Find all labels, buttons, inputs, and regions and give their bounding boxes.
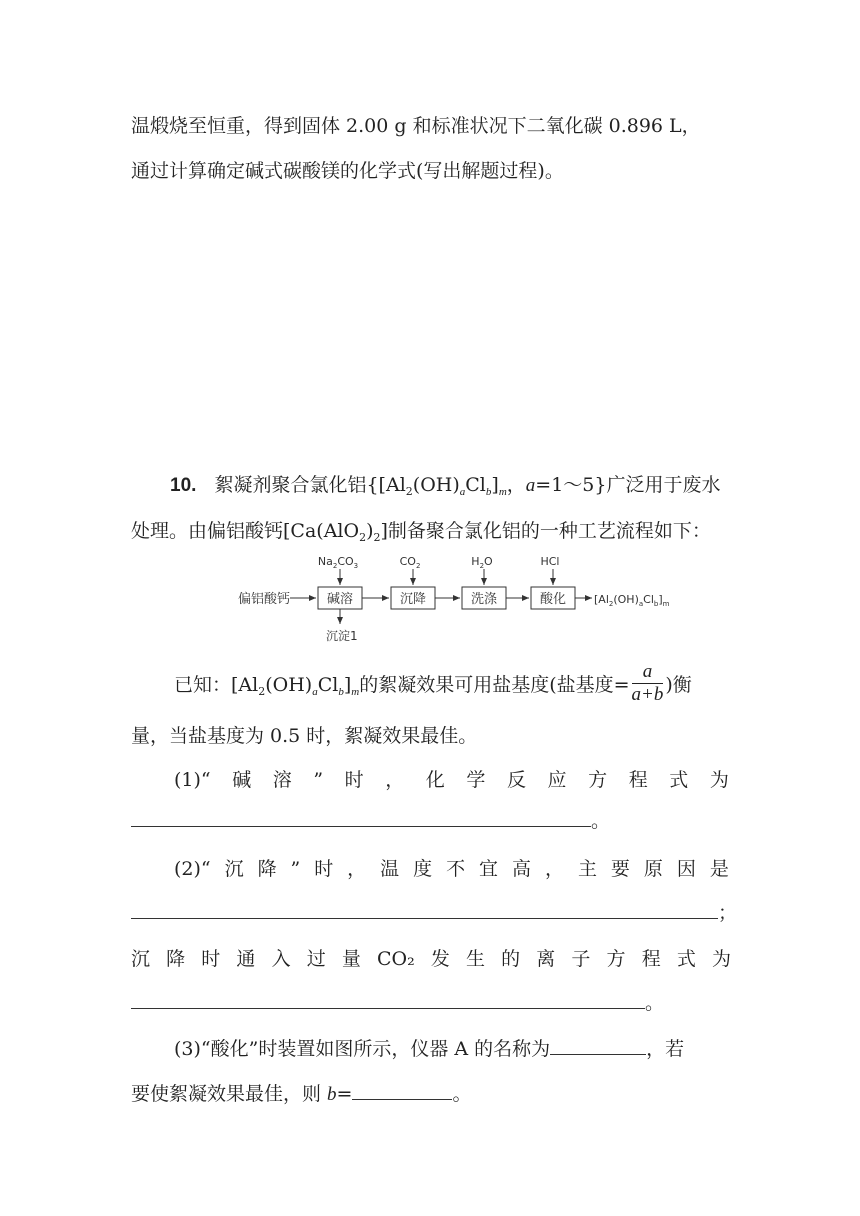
subquestion-2-answer-2: 。	[131, 994, 664, 1013]
svg-text:沉降: 沉降	[399, 592, 427, 607]
subquestion-2-line-2	[131, 950, 731, 969]
intro-line-1: 温煅烧至恒重，得到固体 2.00 g 和标准状况下二氧化碳 0.896 L，	[131, 115, 701, 137]
q1-char: 溶	[272, 769, 292, 791]
q2-char: 是	[709, 858, 729, 880]
question-number: 10.	[170, 475, 197, 496]
q2-char: ”	[290, 858, 301, 880]
q2b-char: 降	[166, 948, 186, 970]
q2b-char: 入	[271, 948, 291, 970]
q2b-char: 通	[236, 948, 256, 970]
reagent-hcl: HCl	[540, 555, 560, 568]
svg-text:洗涤: 洗涤	[470, 592, 498, 607]
q2-char: 主	[577, 858, 597, 880]
q1-char: 碱	[232, 769, 252, 791]
q2-char: 因	[676, 858, 696, 880]
q1-char: 反	[506, 769, 526, 791]
q2b-char: 方	[606, 948, 626, 970]
q2-char: ，	[347, 858, 367, 880]
reagent-h2o: $H_2O$	[471, 555, 493, 570]
q2-char: 原	[643, 858, 663, 880]
q1-char: 程	[628, 769, 648, 791]
q2b-char: 式	[676, 948, 696, 970]
answer-blank-2b[interactable]	[131, 1008, 645, 1009]
flow-product-label: $[Al_2(OH)_aCl_b]_m$	[594, 593, 670, 608]
q1-char: 时	[344, 769, 364, 791]
intro-line-2: 通过计算确定碱式碳酸镁的化学式(写出解题过程)。	[131, 160, 564, 182]
q2-char: ，	[544, 858, 564, 880]
q2b-char: 子	[571, 948, 591, 970]
question-10-line-1: 10. 絮凝剂聚合氯化铝{$[Al_2(OH)_aCl_b]_m$，a=1～5}广泛用于废水	[170, 474, 721, 498]
q2-char: 高	[512, 858, 532, 880]
answer-blank-2a[interactable]	[131, 918, 718, 919]
subquestion-2-line-1	[174, 860, 729, 879]
answer-blank-3a[interactable]	[550, 1054, 646, 1055]
subquestion-3-line-1: (3)“酸化”时装置如图所示，仪器 A 的名称为 ，若	[174, 1038, 685, 1060]
q2b-char: 时	[201, 948, 221, 970]
q2b-char: 程	[641, 948, 661, 970]
q1-char: 应	[547, 769, 567, 791]
reagent-co2: $CO_2$	[399, 555, 421, 570]
q1-char: 化	[425, 769, 445, 791]
subquestion-2-answer-1: ；	[131, 904, 737, 923]
subquestion-3-line-2: 要使絮凝效果最佳，则 b= 。	[131, 1083, 472, 1105]
q2-char: 要	[610, 858, 630, 880]
q1-char: 方	[588, 769, 608, 791]
q2-char: 时	[314, 858, 334, 880]
q2-char: 降	[257, 858, 277, 880]
subquestion-1-line-1	[174, 771, 729, 790]
question-10-line-2: 处理。由偏铝酸钙$[Ca(AlO_2)_2]$制备聚合氯化铝的一种工艺流程如下：	[131, 520, 711, 544]
reagent-na2co3: $Na_2CO_3$	[317, 555, 359, 570]
q1-char: 为	[709, 769, 729, 791]
q1-char: (1)“	[174, 769, 211, 791]
q2b-char: 生	[465, 948, 485, 970]
svg-text:酸化: 酸化	[539, 592, 567, 607]
basicity-fraction: $\frac{a}{a+b}$	[631, 661, 664, 705]
flow-start-label: 偏铝酸钙	[238, 592, 291, 607]
q2-char: 宜	[479, 858, 499, 880]
q2-char: 温	[380, 858, 400, 880]
q2b-char: 为	[711, 948, 731, 970]
flow-byproduct-label: 沉淀1	[326, 629, 358, 643]
q1-char: ”	[313, 769, 324, 791]
q2b-char: 的	[501, 948, 521, 970]
q2b-char: CO₂	[376, 948, 415, 970]
q2b-char: 发	[430, 948, 450, 970]
q2-char: 沉	[224, 858, 244, 880]
q2b-char: 过	[306, 948, 326, 970]
answer-blank-1[interactable]	[131, 826, 591, 827]
subquestion-1-answer: 。	[131, 812, 610, 831]
q1-char: 式	[669, 769, 689, 791]
q2-char: 度	[413, 858, 433, 880]
svg-text:碱溶: 碱溶	[326, 592, 354, 607]
known-line-1: 已知：$[Al_2(OH)_aCl_b]_m$的絮凝效果可用盐基度(盐基度= $\frac{a}{a+b}$ )衡	[174, 661, 692, 705]
q2-char: (2)“	[174, 858, 211, 880]
q2b-char: 沉	[131, 948, 151, 970]
answer-blank-3b[interactable]	[352, 1099, 452, 1100]
q1-char: ，	[385, 769, 405, 791]
process-flow-diagram	[230, 552, 680, 644]
q2b-char: 离	[536, 948, 556, 970]
q2b-char: 量	[341, 948, 361, 970]
q2-char: 不	[446, 858, 466, 880]
known-line-2: 量，当盐基度为 0.5 时，絮凝效果最佳。	[131, 725, 478, 747]
q1-char: 学	[466, 769, 486, 791]
